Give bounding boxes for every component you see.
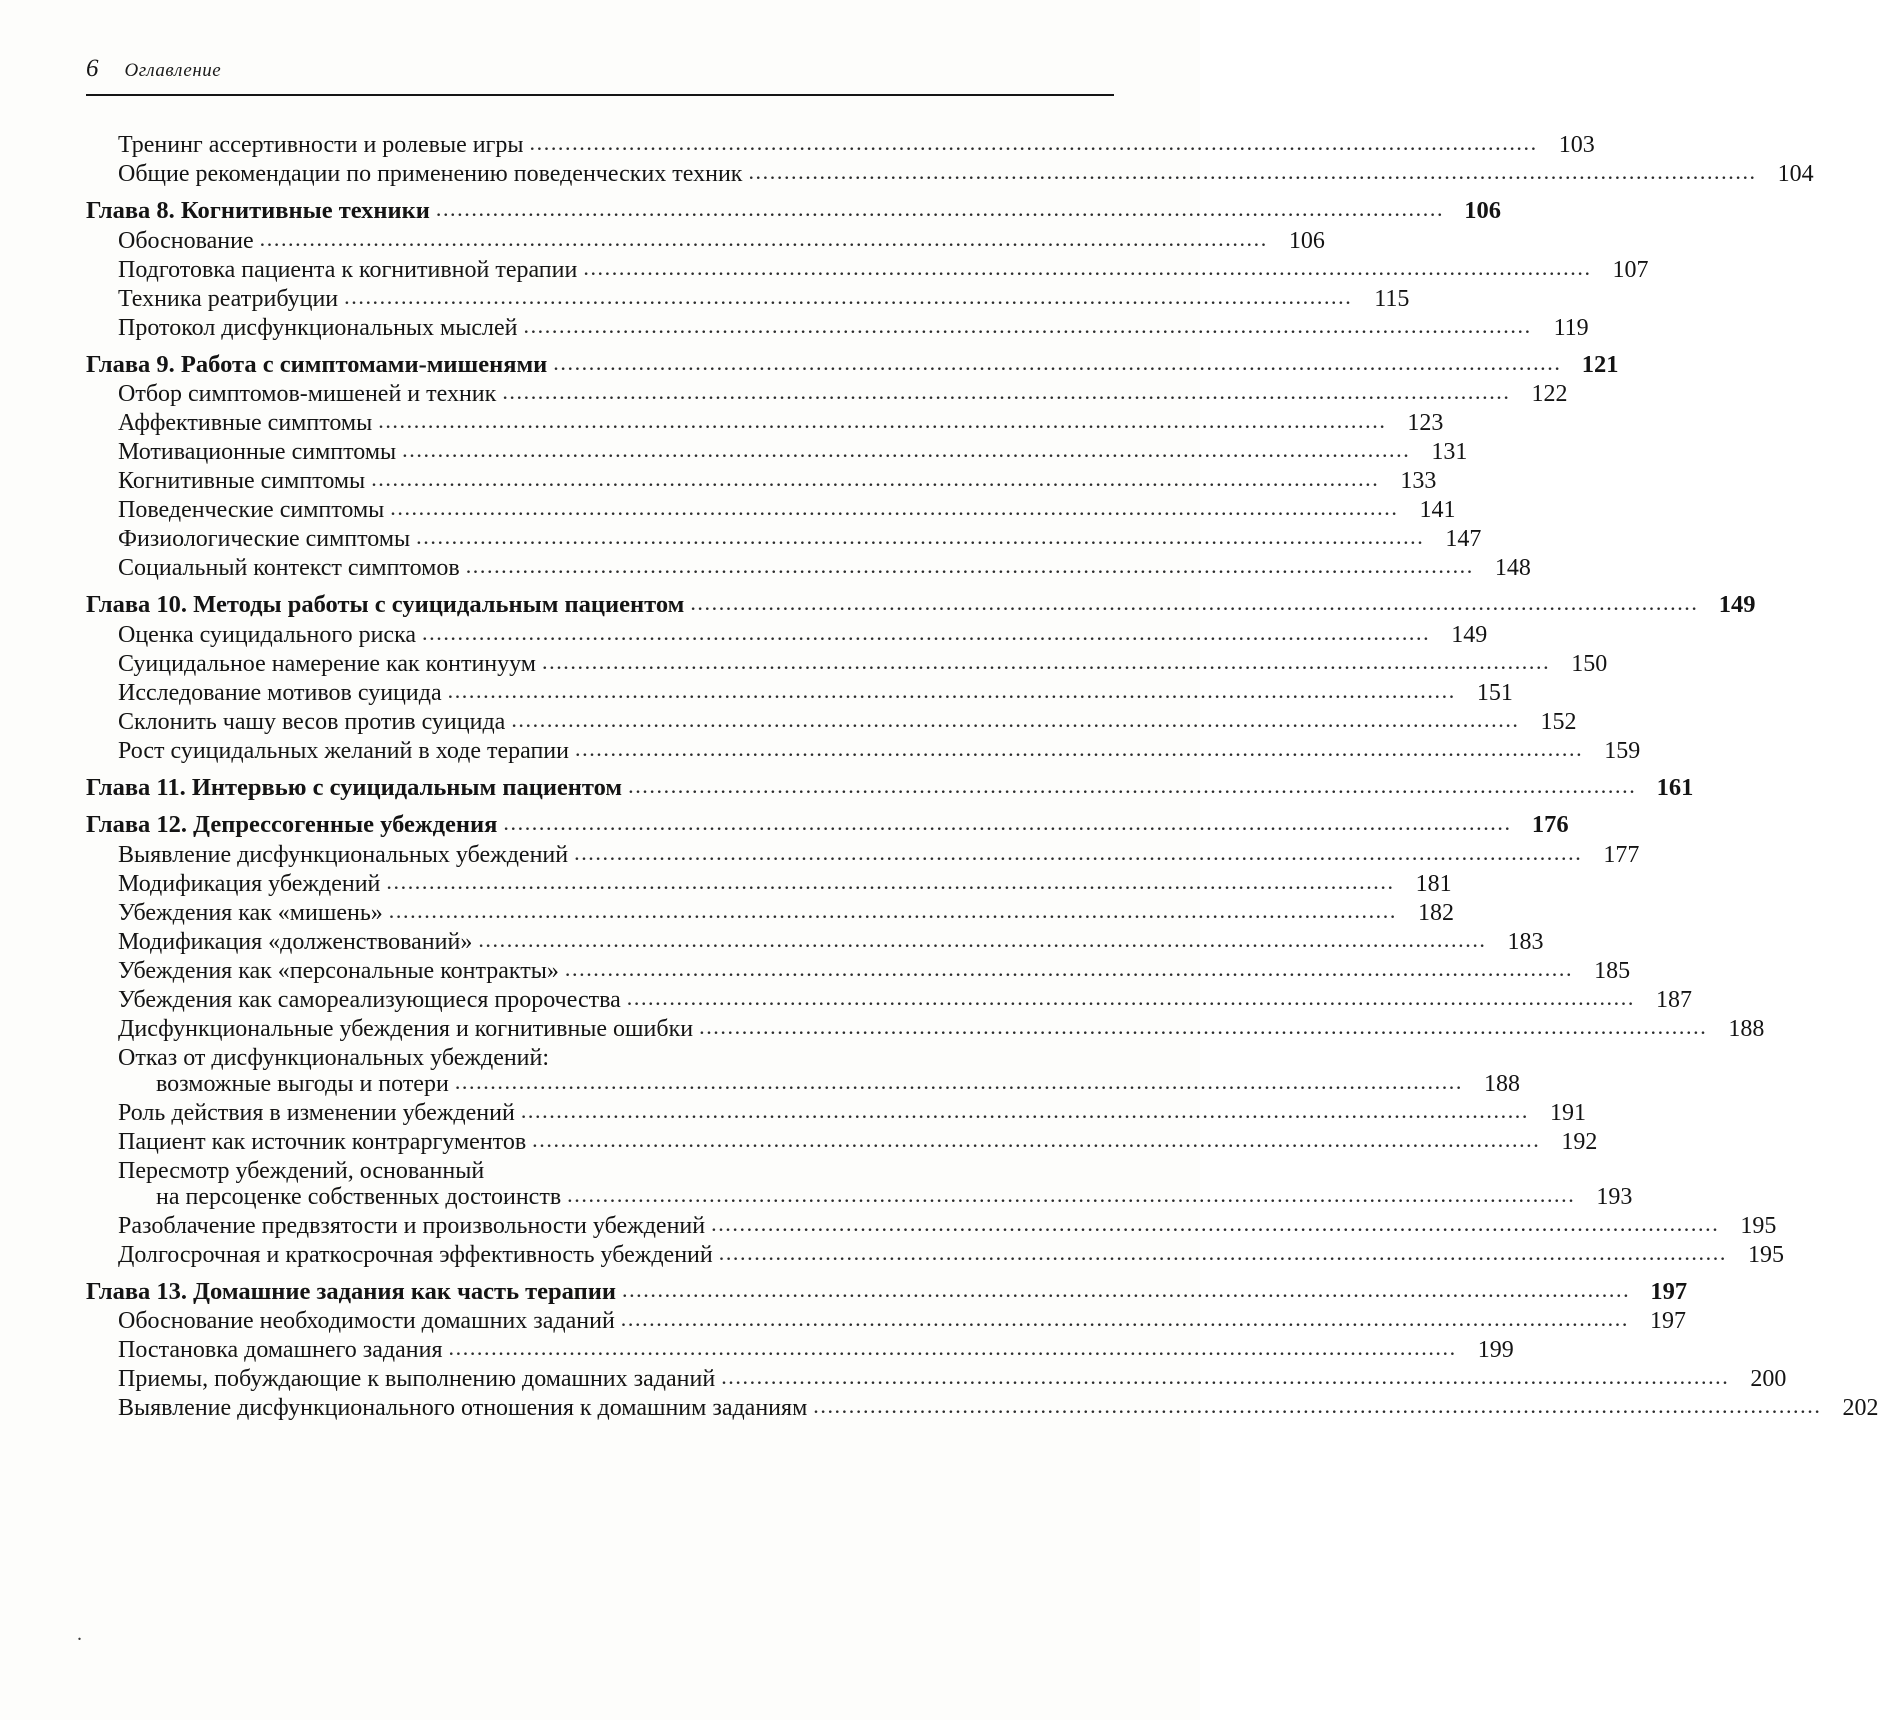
toc-entry-label: Отказ от дисфункциональных убеждений: bbox=[118, 1044, 550, 1071]
toc-entry[interactable] bbox=[86, 1306, 1686, 1334]
toc-entry-page: 150 bbox=[1571, 650, 1608, 677]
toc-entry-label: Убеждения как самореализующиеся пророчества bbox=[118, 986, 621, 1013]
toc-entry[interactable] bbox=[86, 772, 1694, 801]
toc-entry[interactable] bbox=[86, 648, 1608, 677]
table-of-contents bbox=[86, 128, 1878, 1421]
toc-entry[interactable] bbox=[86, 590, 1756, 618]
toc-entry[interactable] bbox=[86, 810, 1569, 838]
toc-dot-leader: .............................................................................................................................................. bbox=[621, 1276, 1631, 1302]
toc-entry-page: 181 bbox=[1415, 870, 1452, 897]
toc-dot-leader: .............................................................................................................................................. bbox=[583, 254, 1592, 280]
toc-dot-leader: .............................................................................................................................................. bbox=[520, 1097, 1530, 1123]
toc-dot-leader: .............................................................................................................................................. bbox=[718, 1239, 1727, 1265]
toc-entry-label: Модификация убеждений bbox=[118, 870, 381, 897]
toc-dot-leader: .............................................................................................................................................. bbox=[465, 553, 1474, 578]
toc-entry[interactable] bbox=[86, 1364, 1787, 1392]
toc-entry-label: Убеждения как «мишень» bbox=[118, 899, 383, 926]
toc-entry-label: Общие рекомендации по применению поведенческих техник bbox=[118, 161, 743, 187]
toc-dot-leader: .............................................................................................................................................. bbox=[523, 312, 1532, 338]
toc-entry[interactable] bbox=[86, 283, 1410, 312]
toc-dot-leader: .............................................................................................................................................. bbox=[567, 1181, 1576, 1207]
toc-entry-label: Суицидальное намерение как континуум bbox=[118, 650, 536, 677]
toc-entry-page: 122 bbox=[1531, 381, 1568, 407]
toc-entry[interactable] bbox=[86, 955, 1631, 984]
toc-entry-page: 149 bbox=[1451, 621, 1488, 648]
toc-entry[interactable] bbox=[86, 225, 1325, 254]
toc-entry-page: 200 bbox=[1750, 1366, 1787, 1392]
toc-dot-leader: .............................................................................................................................................. bbox=[371, 466, 1380, 491]
toc-entry-label: Когнитивные симптомы bbox=[118, 468, 366, 494]
toc-dot-leader: .............................................................................................................................................. bbox=[699, 1013, 1708, 1039]
toc-entry-page: 152 bbox=[1540, 708, 1577, 735]
toc-entry-page: 197 bbox=[1649, 1308, 1686, 1334]
toc-entry-page: 195 bbox=[1740, 1212, 1777, 1239]
toc-entry-page: 177 bbox=[1603, 841, 1640, 868]
toc-entry[interactable] bbox=[86, 466, 1437, 494]
toc-dot-leader: .............................................................................................................................................. bbox=[378, 408, 1387, 433]
toc-dot-leader: .............................................................................................................................................. bbox=[628, 772, 1637, 798]
toc-entry[interactable] bbox=[86, 1335, 1514, 1363]
toc-entry-label: Выявление дисфункциональных убеждений bbox=[118, 841, 569, 868]
toc-entry-page: 182 bbox=[1417, 899, 1454, 926]
toc-entry[interactable] bbox=[86, 677, 1513, 706]
toc-entry[interactable] bbox=[86, 897, 1454, 926]
toc-dot-leader: .............................................................................................................................................. bbox=[620, 1306, 1629, 1331]
toc-entry-label: Глава 12. Депрессогенные убеждения bbox=[86, 811, 498, 838]
toc-dot-leader: .............................................................................................................................................. bbox=[748, 159, 1757, 184]
toc-dot-leader: .............................................................................................................................................. bbox=[454, 1068, 1464, 1094]
toc-dot-leader: .............................................................................................................................................. bbox=[448, 1335, 1457, 1360]
toc-entry-page: 115 bbox=[1374, 285, 1410, 312]
toc-entry-label: Пациент как источник контраргументов bbox=[118, 1128, 527, 1155]
toc-dot-leader: .............................................................................................................................................. bbox=[478, 926, 1487, 952]
toc-entry[interactable] bbox=[86, 984, 1692, 1013]
toc-entry[interactable] bbox=[86, 1276, 1688, 1305]
toc-dot-leader: .............................................................................................................................................. bbox=[542, 648, 1551, 674]
toc-entry[interactable] bbox=[86, 1046, 1116, 1070]
toc-entry-page: 104 bbox=[1777, 161, 1814, 187]
toc-dot-leader: .............................................................................................................................................. bbox=[390, 495, 1399, 520]
toc-entry-label: Роль действия в изменении убеждений bbox=[118, 1099, 515, 1126]
toc-dot-leader: .............................................................................................................................................. bbox=[422, 619, 1431, 645]
toc-entry-page: 185 bbox=[1594, 957, 1631, 984]
toc-entry[interactable] bbox=[86, 159, 1814, 187]
toc-entry-page: 188 bbox=[1728, 1015, 1765, 1042]
toc-entry-label: Пересмотр убеждений, основанный bbox=[118, 1157, 485, 1184]
toc-dot-leader: .............................................................................................................................................. bbox=[626, 984, 1635, 1010]
toc-entry-page: 193 bbox=[1596, 1183, 1633, 1210]
toc-entry-page: 161 bbox=[1656, 773, 1694, 801]
toc-dot-leader: .............................................................................................................................................. bbox=[503, 810, 1512, 835]
toc-entry[interactable] bbox=[86, 408, 1444, 436]
toc-entry[interactable] bbox=[86, 196, 1502, 224]
toc-entry[interactable] bbox=[86, 379, 1568, 407]
toc-entry-page: 199 bbox=[1477, 1337, 1514, 1363]
toc-entry-label: Обоснование необходимости домашних заданий bbox=[118, 1308, 615, 1334]
toc-entry[interactable] bbox=[86, 1126, 1598, 1155]
toc-dot-leader: .............................................................................................................................................. bbox=[447, 677, 1456, 703]
toc-entry-label: Мотивационные симптомы bbox=[118, 439, 397, 465]
toc-entry-label: Тренинг ассертивности и ролевые игры bbox=[118, 132, 524, 158]
toc-dot-leader: .............................................................................................................................................. bbox=[388, 897, 1397, 923]
running-head-title: Оглавление bbox=[124, 60, 222, 81]
toc-dot-leader: .............................................................................................................................................. bbox=[416, 524, 1425, 549]
toc-entry-page: 195 bbox=[1747, 1241, 1784, 1268]
toc-dot-leader: .............................................................................................................................................. bbox=[259, 225, 1268, 251]
toc-entry-label: Глава 10. Методы работы с суицидальным пациентом bbox=[86, 591, 685, 618]
toc-dot-leader: .............................................................................................................................................. bbox=[402, 437, 1411, 462]
toc-entry[interactable] bbox=[86, 130, 1595, 158]
toc-entry-label: Выявление дисфункционального отношения к домашним заданиям bbox=[118, 1395, 808, 1421]
toc-entry-label: Постановка домашнего задания bbox=[118, 1337, 443, 1363]
toc-entry[interactable] bbox=[86, 619, 1488, 648]
toc-entry-label: Аффективные симптомы bbox=[118, 410, 373, 436]
toc-entry-page: 202 bbox=[1842, 1395, 1878, 1421]
toc-entry-label: Техника реатрибуции bbox=[118, 285, 339, 312]
toc-entry-page: 106 bbox=[1288, 227, 1325, 254]
toc-entry-page: 147 bbox=[1445, 526, 1482, 552]
toc-entry-label: Подготовка пациента к когнитивной терапии bbox=[118, 256, 578, 283]
toc-entry[interactable] bbox=[86, 868, 1452, 897]
toc-entry-page: 159 bbox=[1604, 737, 1641, 764]
toc-entry[interactable] bbox=[86, 706, 1577, 735]
toc-dot-leader: .............................................................................................................................................. bbox=[574, 839, 1583, 865]
toc-dot-leader: .............................................................................................................................................. bbox=[564, 955, 1574, 981]
toc-entry-label: Социальный контекст симптомов bbox=[118, 555, 460, 581]
toc-entry-page: 192 bbox=[1561, 1128, 1598, 1155]
margin-mark: . bbox=[77, 1623, 82, 1645]
page-header bbox=[86, 55, 1114, 83]
toc-entry-page: 106 bbox=[1464, 197, 1502, 224]
toc-dot-leader: .............................................................................................................................................. bbox=[575, 735, 1584, 761]
toc-entry-label: Разоблачение предвзятости и произвольности убеждений bbox=[118, 1212, 706, 1239]
toc-dot-leader: .............................................................................................................................................. bbox=[386, 868, 1395, 894]
toc-entry-label: Глава 11. Интервью с суицидальным пациентом bbox=[86, 773, 623, 801]
toc-entry-page: 151 bbox=[1476, 679, 1513, 706]
toc-entry-page: 188 bbox=[1484, 1070, 1521, 1097]
toc-dot-leader: .............................................................................................................................................. bbox=[553, 349, 1562, 375]
toc-entry[interactable] bbox=[86, 553, 1531, 581]
toc-entry-label: Глава 8. Когнитивные техники bbox=[86, 197, 430, 224]
toc-dot-leader: .............................................................................................................................................. bbox=[529, 130, 1538, 155]
toc-entry-page: 123 bbox=[1407, 410, 1444, 436]
toc-entry-page: 141 bbox=[1419, 497, 1456, 523]
toc-entry[interactable] bbox=[86, 1159, 1116, 1183]
toc-entry[interactable] bbox=[86, 926, 1544, 955]
toc-entry-page: 107 bbox=[1612, 256, 1649, 283]
toc-entry[interactable] bbox=[86, 495, 1456, 523]
toc-entry-page: 187 bbox=[1655, 986, 1692, 1013]
toc-entry-label: Модификация «долженствований» bbox=[118, 928, 473, 955]
toc-entry-label: Приемы, побуждающие к выполнению домашних заданий bbox=[118, 1366, 716, 1392]
toc-entry[interactable] bbox=[86, 1393, 1878, 1421]
toc-entry[interactable] bbox=[86, 735, 1641, 764]
toc-entry-label: Обоснование bbox=[118, 227, 254, 254]
toc-entry[interactable] bbox=[86, 1097, 1587, 1126]
page-number: 6 bbox=[86, 55, 99, 82]
toc-entry[interactable] bbox=[86, 839, 1640, 868]
toc-entry[interactable] bbox=[86, 1013, 1765, 1042]
toc-dot-leader: .............................................................................................................................................. bbox=[435, 196, 1445, 221]
toc-dot-leader: .............................................................................................................................................. bbox=[532, 1126, 1541, 1152]
toc-entry[interactable] bbox=[86, 1181, 1633, 1210]
header-divider bbox=[86, 94, 1114, 96]
toc-entry[interactable] bbox=[86, 1210, 1777, 1239]
toc-entry-page: 149 bbox=[1718, 591, 1756, 618]
toc-entry[interactable] bbox=[86, 1239, 1784, 1268]
toc-dot-leader: .............................................................................................................................................. bbox=[344, 283, 1353, 309]
toc-entry-page: 197 bbox=[1650, 1277, 1688, 1305]
toc-entry-page: 191 bbox=[1550, 1099, 1587, 1126]
toc-entry[interactable] bbox=[86, 349, 1619, 378]
toc-entry-label: Глава 13. Домашние задания как часть терапии bbox=[86, 1277, 616, 1305]
toc-entry-page: 103 bbox=[1558, 132, 1595, 158]
toc-entry-page: 133 bbox=[1400, 468, 1437, 494]
toc-entry-label: Дисфункциональные убеждения и когнитивные ошибки bbox=[118, 1015, 694, 1042]
toc-dot-leader: .............................................................................................................................................. bbox=[721, 1364, 1730, 1389]
toc-entry-label: Глава 9. Работа с симптомами-мишенями bbox=[86, 350, 548, 378]
toc-entry[interactable] bbox=[86, 437, 1468, 465]
toc-entry-label: Рост суицидальных желаний в ходе терапии bbox=[118, 737, 569, 764]
toc-entry-label: Физиологические симптомы bbox=[118, 526, 411, 552]
toc-entry[interactable] bbox=[86, 1068, 1521, 1097]
toc-dot-leader: .............................................................................................................................................. bbox=[711, 1210, 1720, 1236]
toc-entry[interactable] bbox=[86, 254, 1649, 283]
toc-entry[interactable] bbox=[86, 524, 1482, 552]
toc-entry-label: Отбор симптомов-мишеней и техник bbox=[118, 381, 497, 407]
toc-entry-label: Склонить чашу весов против суицида bbox=[118, 708, 506, 735]
toc-entry-label: Оценка суицидального риска bbox=[118, 621, 417, 648]
toc-entry-page: 148 bbox=[1494, 555, 1531, 581]
toc-dot-leader: .............................................................................................................................................. bbox=[813, 1393, 1822, 1418]
toc-dot-leader: .............................................................................................................................................. bbox=[502, 379, 1511, 404]
toc-entry-page: 176 bbox=[1531, 811, 1569, 838]
toc-entry-label: Поведенческие симптомы bbox=[118, 497, 385, 523]
toc-entry-page: 131 bbox=[1431, 439, 1468, 465]
toc-entry[interactable] bbox=[86, 312, 1589, 341]
toc-entry-label: на персоценке собственных достоинств bbox=[156, 1183, 562, 1210]
toc-entry-page: 121 bbox=[1581, 350, 1619, 378]
toc-dot-leader: .............................................................................................................................................. bbox=[690, 590, 1699, 615]
toc-entry-label: Протокол дисфункциональных мыслей bbox=[118, 314, 518, 341]
toc-entry-label: Убеждения как «персональные контракты» bbox=[118, 957, 559, 984]
toc-dot-leader: .............................................................................................................................................. bbox=[511, 706, 1520, 732]
toc-entry-label: Исследование мотивов суицида bbox=[118, 679, 442, 706]
toc-entry-label: Долгосрочная и краткосрочная эффективность убеждений bbox=[118, 1241, 713, 1268]
toc-entry-label: возможные выгоды и потери bbox=[156, 1070, 449, 1097]
toc-entry-page: 183 bbox=[1507, 928, 1544, 955]
toc-entry-page: 119 bbox=[1553, 314, 1589, 341]
